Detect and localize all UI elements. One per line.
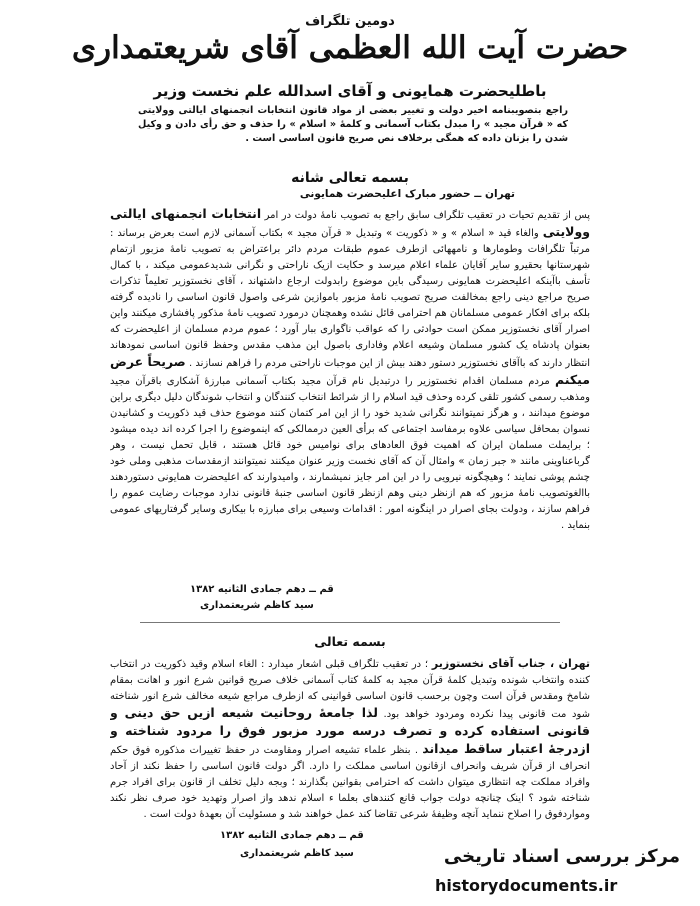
- telegram1-address: تهران ــ حضور مبارک اعلیحضرت همایونی: [299, 188, 515, 200]
- telegram1-text-2: والغاء قید « اسلام » و « ذکوریت » وتبدیل « قرآن مجید » بکتاب آسمانی لازم است بعرض برساند : مرتباً تلگرافات وطومارها و نامههائی ازطرف عموم طبقات مردم دائر براعتراض به تصویب نامهٔ مزبور ازتمام شهرستانها بحقیرو سایر آقایان علماء اعلام میرسد و حکایت ازیک ناراحتی و نگرانی شدیدعمومی میکند ، با کمال تأسف باآینکه اعلیحضرت همایونی رسیدگی باین موضوع رابدولت ارجاع داشتهاند ، آقای نخستوزیر تعلیماً تذکرات صریح مراجع دینی راجع بمخالفت صریح تصویب نامهٔ مزبور باموازین شرعی واصول قانون اساسی را نادیده گرفته بلکه برای افکار عمومی مسلمانان هم احترامی قائل نشده وهمچنان درمورد تصویب نامهٔ مذکور پافشاری میکنند واین اصرار آقای نخستوزیر ممکن است حوادثی را که عواقب ناگواری ببار آورد ؛ عموم مردم مسلمان از اعلیحضرت که بعنوان پادشاه یک کشور مسلمان وشیعه اعلام وفاداری باصول این مذهب مقدس وحفظ قانون اساسی نمودهاند انتظار دارند که باآقای نخستوزیر دستور دهند بیش از این موجبات ناراحتی مردم را فراهم نسازند .: [110, 228, 590, 369]
- telegram1-text-3: مردم مسلمان اقدام نخستوزیر را درتبدیل نام قرآن مجید بکتاب آسمانی مبارزهٔ آشکاری باقرآن مجید ومذهب رسمی کشور تلقی کرده وحذف قید اسلام را از شرائط انتخاب کنندگان و انتخاب شوندگان دلیل دیگری براین موضوع میدانند ، و هرگز نمیتوانند نگرانی شدید خود را از این امر کتمان کنند موضوع حذف قید ذکوریت و کشانیدن نسوان بمحافل سیاسی علاوه برمفاسد اجتماعی که برأی العین درممالکی که اینموضوع را اجرا کرده اند دیده میشود ؛ برایملت مسلمان ایران که اهمیت فوق العادهای برای نوامیس خود قائل هستند ، قابل تحمل نیست ، وهر گرباعناوینی مانند « جبر زمان » وامثال آن که آقای نخست وزیر عنوان میکنند نمیتوانند ازمقدسات مذهبی وملی خود چشم پوشی نمایند ؛ وهیچگونه نیرویی را در این امر جایز نمیشمارند ، وامیدوارند که اعلیحضرت همایونی دستوردهند باالغوتصویب نامهٔ مزبور که هم ازنظر دینی وهم ازنظر قانون اساسی جنبهٔ قانونی ندارد موجبات رضایت عموم را فراهم سازند ، ودولت بجای اصرار در اینگونه امور : اقدامات وسیعی برای مبارزه با بیکاری وسایر گرفتاریهای عمومی بنماید .: [110, 376, 590, 531]
- intro-paragraph: راجع بتصویبنامه اخیر دولت و تغییر بعضی از مواد قانون انتخابات انجمنهای ایالتی وولایتی که « قرآن مجید » را مبدل بکتاب آسمانی و کلمهٔ « اسلام » را حذف و حق رأی دادن و وکیل شدن را بزنان داده که همگی برخلاف نص صریح قانون اساسی است .: [138, 105, 568, 144]
- subtitle: باطلیحضرت همایونی و آقای اسدالله علم نخست وزیر: [153, 82, 547, 100]
- main-title: حضرت آیت الله العظمی آقای شریعتمداری: [71, 30, 629, 66]
- telegram1-basmala: بسمه تعالی شانه: [291, 170, 409, 186]
- telegram1-body: [110, 206, 590, 576]
- telegram2-highlight-1: لذا جامعهٔ روحانیت شیعه ازیں حق دینی و قانونی استفاده کرده و تصرف درسه مورد مزبور فوق را مردود شناخته و ازدرجهٔ اعتبار ساقط میداند: [110, 705, 590, 756]
- telegram1-signature: سید کاظم شریعتمداری: [200, 600, 314, 611]
- telegram1-highlight-1b: وولایتی: [542, 224, 590, 239]
- telegram2-text-2: . بنظر علماء تشیعه اصرار ومقاومت در حفظ تغییرات مذکوره فوق حکم انحراف از قرآن شریف وانحراف ازقانون اساسی مملکت را دارد. اگر دولت قانون اساسی را حفظ نکند از آحاد وافراد مملکت چه انتظاری میتوان داشت که احترامی بقوانین بگذارند ؛ وبجه دلیل تخلف از قانون برای افراد جرم شناخته شود ؟ اینک چنانچه دولت جواب قانع کنندهای بعلما ء اسلام ندهد واز اصرار وتهدید خود صرف نظر نکند ومواردفوق را اصلاح ننماید آنچه وظیفهٔ شرعی تقاضا کند عمل خواهند شد و مسئولیت آن بعهدهٔ دولت است .: [110, 745, 590, 820]
- watermark-line-1: مرکز بررسی اسناد تاریخی: [443, 846, 680, 867]
- small-title: دومین تلگراف: [305, 14, 395, 29]
- telegram1-highlight-1: انتخابات انجمنهای ایالتی: [110, 206, 262, 221]
- telegram2-text-1: ؛ در تعقیب تلگراف قبلی اشعار میدارد : الغاء اسلام وقید ذکوریت در انتخاب کننده وانتخاب شونده وتبدیل کلمهٔ قرآن مجید به کلمهٔ کتاب آسمانی خلاف صریح قوانین شرع انور و اهانت بمقام شامخ ومقدس قرآن است وچون برحسب قانون اساسی قوانینی که ازطرف مراجع شیعه مخالف شرع انور شناخته شود مت قانونی پیدا نکرده ومردود خواهد بود.: [110, 659, 590, 720]
- watermark-line-2: historydocuments.ir: [435, 876, 618, 895]
- telegram2-date: قم ــ دهم جمادی الثانیه ۱۳۸۲: [220, 830, 364, 841]
- telegram2-signature: سید کاظم شریعتمداری: [240, 848, 354, 859]
- telegram2-basmala: بسمه تعالی: [314, 634, 386, 649]
- telegram2-address: تهران ، جناب آقای نخستوزیر: [431, 657, 590, 670]
- telegram1-highlight-2: صریحاً عرض میکنم: [110, 354, 590, 387]
- watermark: [435, 846, 680, 902]
- telegram1-text-1: پس از تقدیم تحیات در تعقیب تلگراف سابق راجع به تصویب نامهٔ دولت در امر: [264, 210, 590, 221]
- telegram2-body: [110, 656, 590, 826]
- telegram1-date: قم ــ دهم جمادی الثانیه ۱۳۸۲: [190, 584, 334, 595]
- divider: [140, 622, 560, 623]
